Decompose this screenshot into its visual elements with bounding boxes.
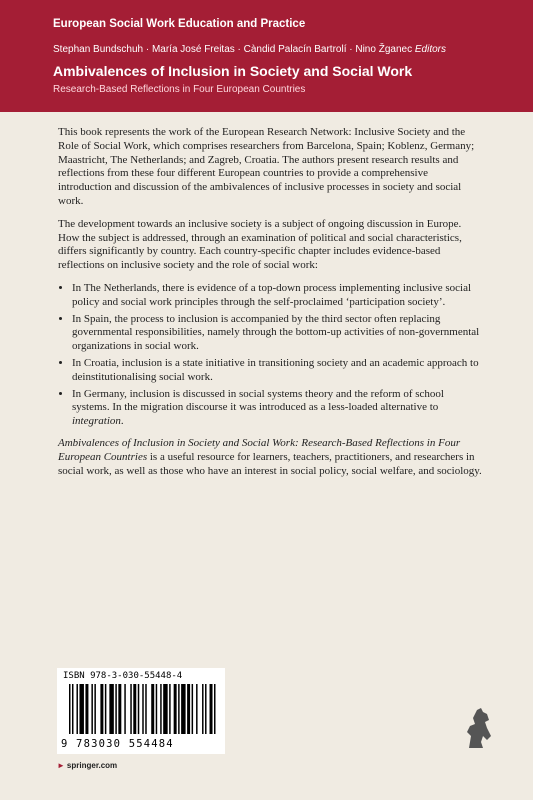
barcode-bars: [69, 684, 217, 734]
country-item-croatia: • In Croatia, inclusion is a state initiative in transitioning society and an academic approach to deinstitutionalising social work.: [72, 357, 482, 385]
header-banner: [0, 0, 533, 112]
country-item-germany: [72, 388, 482, 429]
publisher-url-text: springer.com: [66, 761, 118, 770]
isbn-label: ISBN 978-3-030-55448-4: [63, 671, 183, 681]
germany-italic: integration: [72, 415, 121, 428]
editors-line: [53, 44, 446, 55]
springer-horse-logo: [461, 706, 495, 750]
blurb-paragraph-2: The development towards an inclusive society is a subject of ongoing discussion in Europe. How the subject is addressed, through an examination of political and social characteristics, differs significantly by country. Each country-specific chapter includes evidence-based reflections on inclusive society and the role of social work:: [58, 217, 462, 272]
editors-label: Editors: [414, 44, 446, 55]
country-list: [58, 282, 482, 429]
germany-end: .: [120, 415, 124, 428]
series-title: European Social Work Education and Practice: [53, 18, 306, 30]
book-subtitle: Research-Based Reflections in Four European Countries: [53, 84, 306, 95]
isbn-barcode: [57, 668, 225, 754]
arrow-icon: ►: [57, 761, 65, 770]
closing-book-title: Ambivalences of Inclusion in Society and Social Work: Research-Based Reflections in Four European Countries: [58, 436, 461, 463]
publisher-url[interactable]: [57, 761, 117, 770]
editors-names: Stephan Bundschuh · María José Freitas · Càndid Palacín Bartrolí · Nino Žganec: [53, 44, 413, 55]
country-item-netherlands: • In The Netherlands, there is evidence of a top-down process implementing inclusive social policy and social work principles through the self-proclaimed ‘participation society’.: [72, 282, 482, 310]
blurb-paragraph-1: This book represents the work of the European Research Network: Inclusive Society and the Role of Social Work, which comprises researchers from Barcelona, Spain; Koblenz, Germany; Maastricht, The Netherlands; and Zagreb, Croatia. The authors present research results and reflections from these four different European countries to provide a comprehensive introduction and discussion of the ambivalences of inclusive processes in society and social work.: [58, 126, 475, 207]
blurb: [58, 126, 482, 487]
country-item-spain: • In Spain, the process to inclusion is accompanied by the third sector often replacing governmental responsibilities, namely through the bottom-up activities of non-governmental organizations in social work.: [72, 313, 482, 354]
germany-text: In Germany, inclusion is discussed in social systems theory and the reform of school systems. In the migration discourse it was introduced as a less-loaded alternative to: [72, 387, 444, 414]
blurb-closing: [58, 437, 482, 478]
book-title: Ambivalences of Inclusion in Society and Social Work: [53, 63, 413, 79]
barcode-number: 9 783030 554484: [61, 738, 174, 750]
closing-text: is a useful resource for learners, teachers, practitioners, and researchers in social work, as well as those who have an interest in social policy, social welfare, and sociology.: [58, 450, 482, 477]
